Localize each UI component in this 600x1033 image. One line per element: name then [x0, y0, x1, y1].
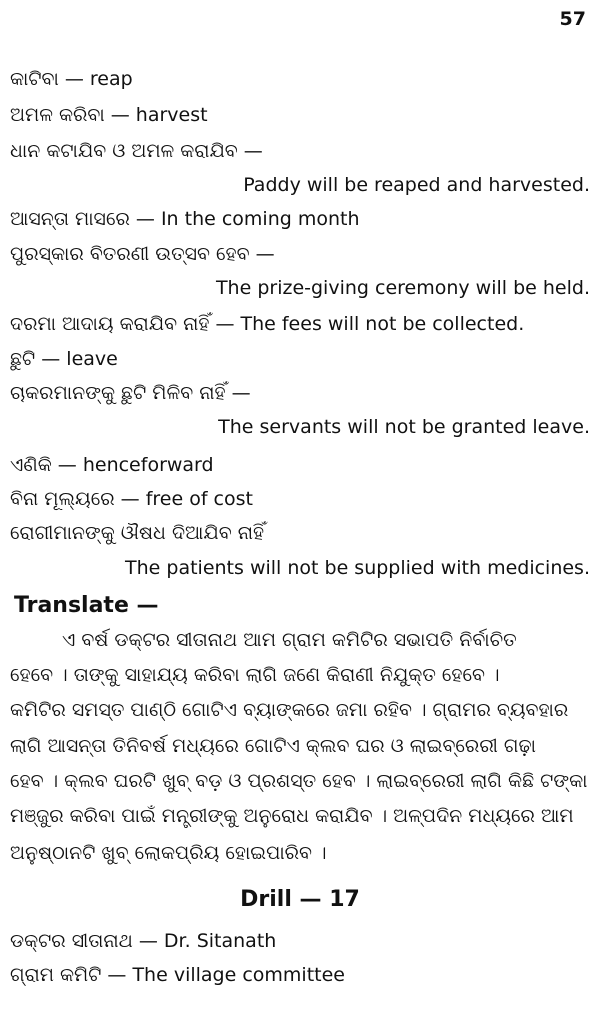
vocab-line: ଆସନ୍ତା ମାସରେ — In the coming month — [10, 208, 360, 230]
translate-paragraph-line: ଏ ବର୍ଷ ଡକ୍ଟର ସୀତାନାଥ ଆମ ଗ୍ରାମ କମିଟିର ସଭାପତି ନିର୍ବାଚିତ — [62, 629, 517, 651]
drill-line: ଗ୍ରାମ କମିଟି — The village committee — [10, 964, 345, 986]
translate-paragraph-line: କମିଟିର ସମସ୍ତ ପାଣ୍ଠି ଗୋଟିଏ ବ୍ୟାଙ୍କରେ ଜମା ରହିବ । ଗ୍ରାମର ବ୍ୟବହାର — [10, 699, 569, 721]
translate-paragraph-line: ମଞ୍ଜୁର କରିବା ପାଇଁ ମନ୍ତ୍ରୀଙ୍କୁ ଅନୁରୋଧ କରାଯିବ । ଅଳ୍ପଦିନ ମଧ୍ୟରେ ଆମ — [10, 805, 574, 827]
vocab-line: ରୋଗୀମାନଙ୍କୁ ଔଷଧ ଦିଆଯିବ ନାହିଁ — [10, 522, 265, 544]
page-number: 57 — [559, 8, 586, 30]
vocab-translation-line: Paddy will be reaped and harvested. — [243, 174, 590, 196]
vocab-translation-line: The servants will not be granted leave. — [218, 416, 590, 438]
vocab-line: ପୁରସ୍କାର ବିତରଣୀ ଉତ୍ସବ ହେବ — — [10, 243, 275, 265]
drill-line: ଡକ୍ଟର ସୀତାନାଥ — Dr. Sitanath — [10, 930, 277, 952]
translate-paragraph-line: ଅନୁଷ୍ଠାନଟି ଖୁବ୍ ଲୋକପ୍ରିୟ ହୋଇପାରିବ । — [10, 842, 327, 864]
translate-paragraph-line: ହେବେ । ତାଙ୍କୁ ସାହାଯ୍ୟ କରିବା ଲାଗି ଜଣେ କିରାଣୀ ନିଯୁକ୍ତ ହେବେ । — [10, 664, 500, 686]
translate-heading: Translate — — [14, 593, 159, 618]
vocab-line: କାଟିବା — reap — [10, 68, 133, 90]
vocab-translation-line: The prize-giving ceremony will be held. — [215, 277, 590, 299]
translate-paragraph-line: ହେବ । କ୍ଲବ ଘରଟି ଖୁବ୍ ବଡ଼ ଓ ପ୍ରଶସ୍ତ ହେବ । ଲାଇବ୍ରେରୀ ଲାଗି କିଛି ଟଙ୍କା — [10, 770, 588, 792]
vocab-line: ବିନା ମୂଲ୍ୟରେ — free of cost — [10, 488, 253, 510]
translate-paragraph-line: ଲାଗି ଆସନ୍ତା ତିନିବର୍ଷ ମଧ୍ୟରେ ଗୋଟିଏ କ୍ଲବ ଘର ଓ ଲାଇବ୍ରେରୀ ଗଢ଼ା — [10, 735, 536, 757]
vocab-line: ଅମଳ କରିବା — harvest — [10, 104, 208, 126]
vocab-line: ଚାକରମାନଙ୍କୁ ଛୁଟି ମିଳିବ ନାହିଁ — — [10, 382, 251, 404]
vocab-line: ଏଣିକି — henceforward — [10, 454, 214, 476]
vocab-translation-line: The patients will not be supplied with medicines. — [125, 557, 590, 579]
vocab-line: ଛୁଟି — leave — [10, 348, 118, 370]
vocab-line: ଦରମା ଆଦାୟ କରାଯିବ ନାହିଁ — The fees will not be collected. — [10, 313, 525, 335]
vocab-line: ଧାନ କଟାଯିବ ଓ ଅମଳ କରାଯିବ — — [10, 140, 263, 162]
drill-title: Drill — 17 — [240, 887, 360, 912]
